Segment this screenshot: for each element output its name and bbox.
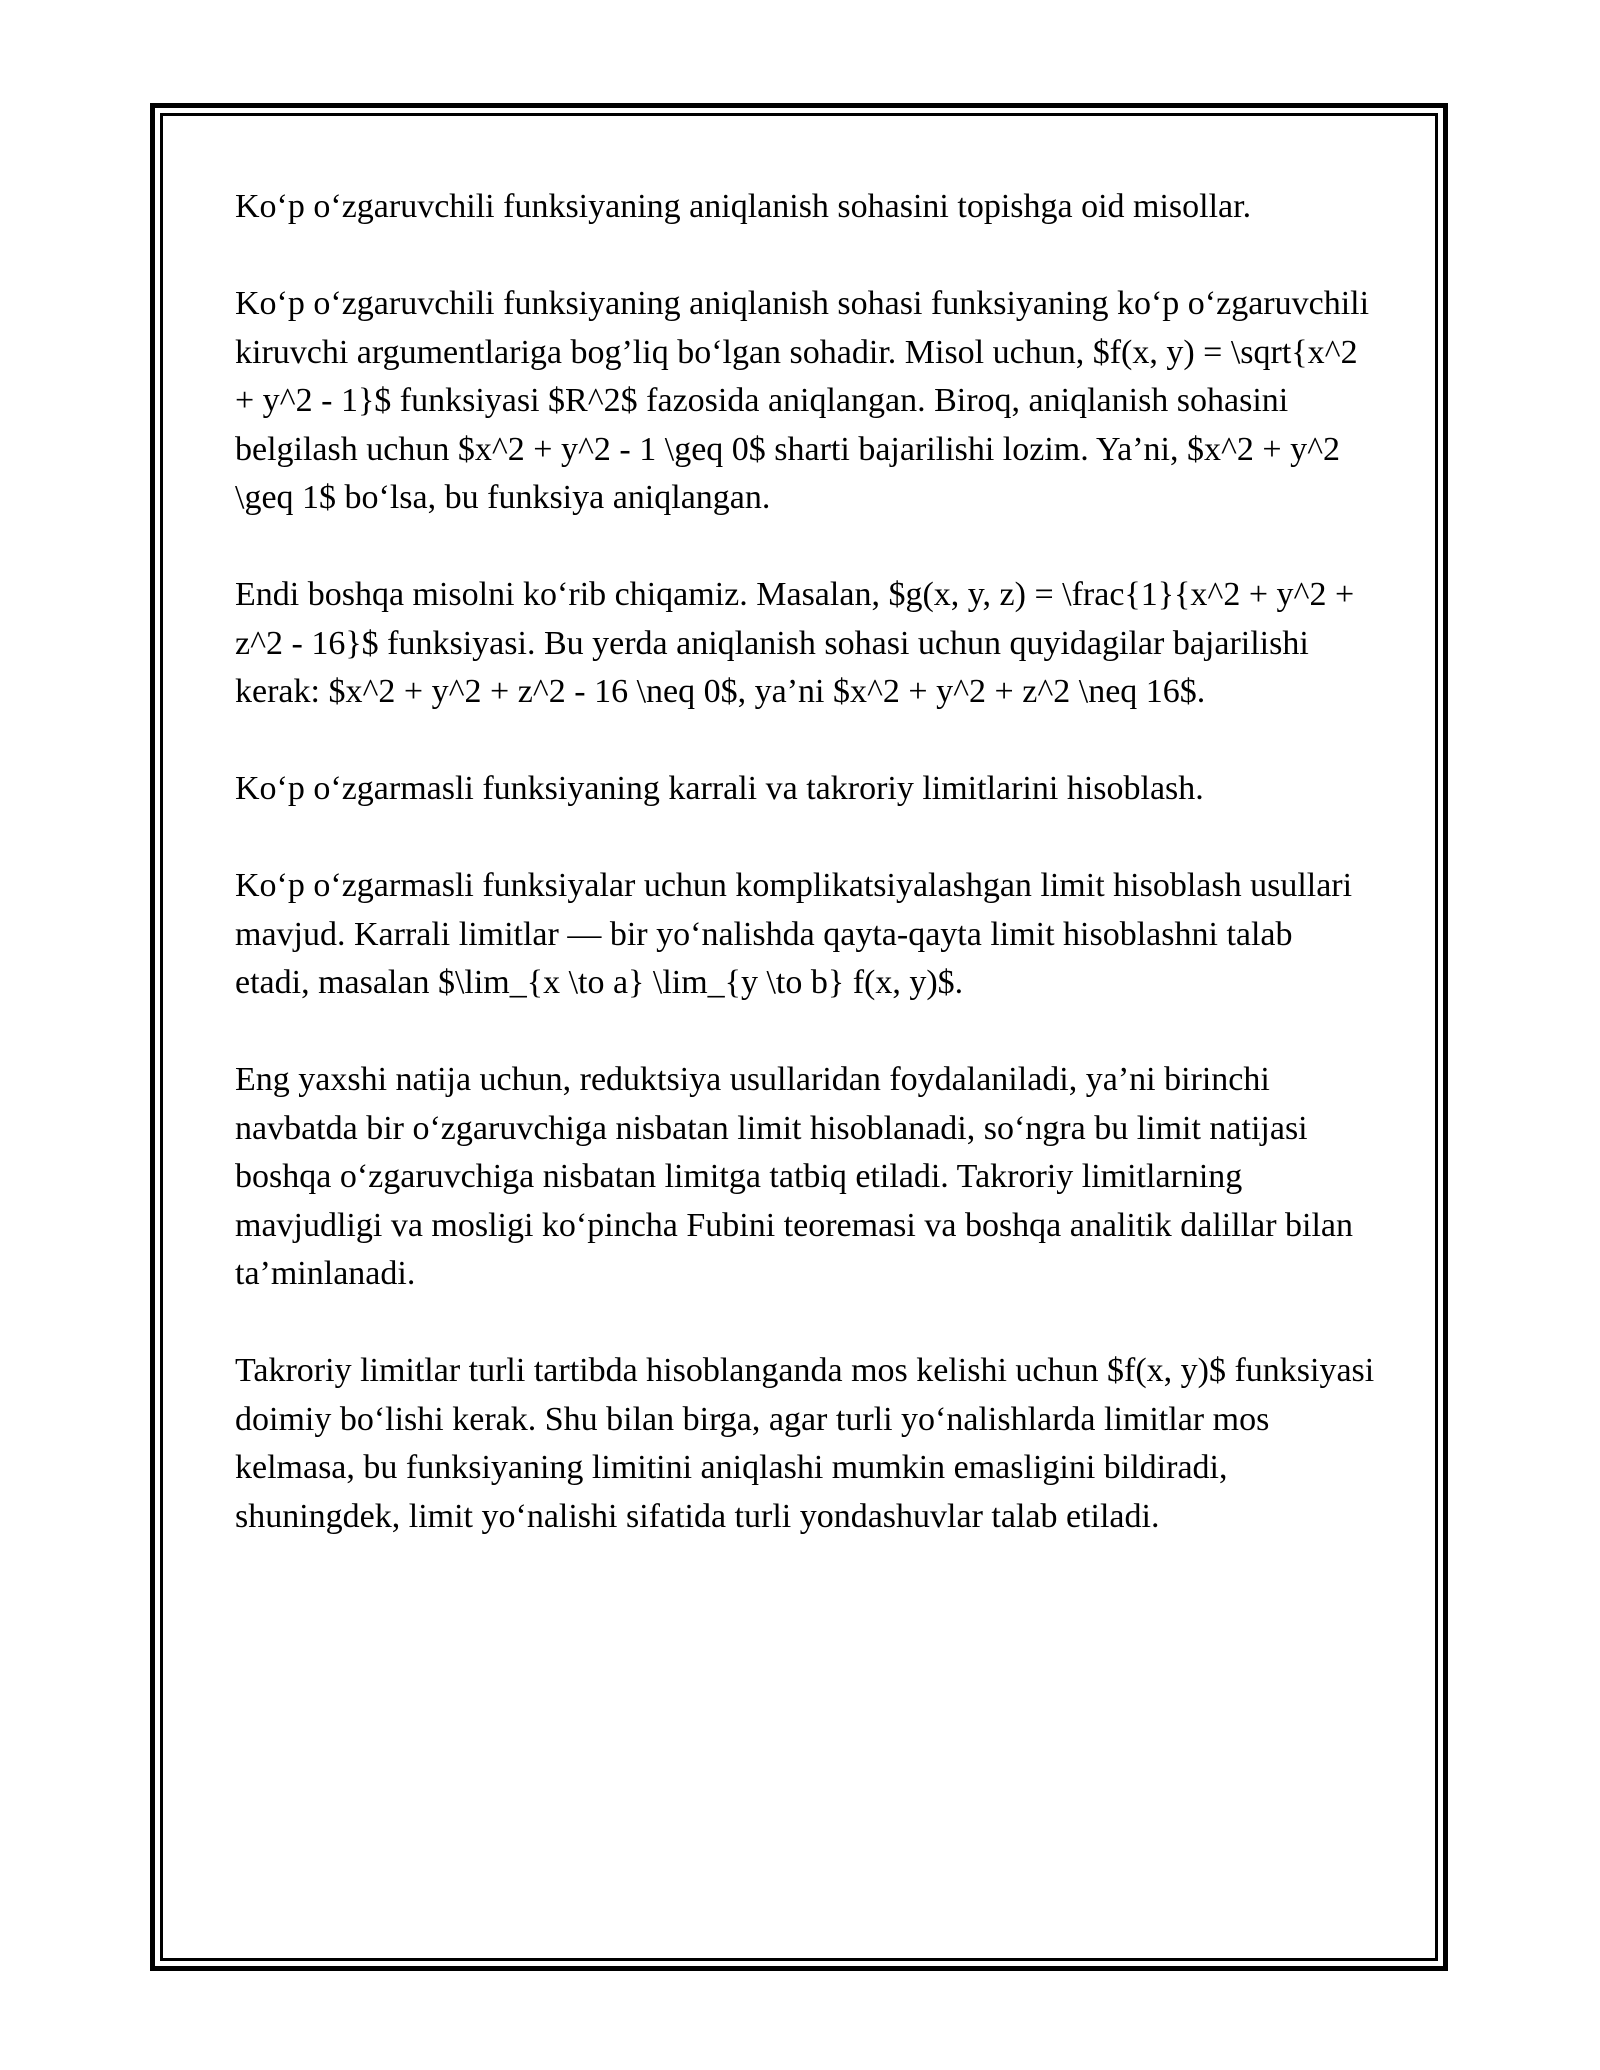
paragraph-heading-limits: Ko‘p o‘zgarmasli funksiyaning karrali va takroriy limitlarini hisoblash. — [235, 770, 1204, 807]
paragraph-iterated-limits: Takroriy limitlar turli tartibda hisoblanganda mos kelishi uchun $f(x, y)$ funksiyasi doimiy bo‘lishi kerak. Shu bilan birga, agar turli yo‘nalishlarda limitlar mos kelmasa, bu funksiyaning limitini aniqlashi mumkin emasligini bildiradi, shuningdek, limit yo‘nalishi sifatida turli yondashuvlar talab etiladi. — [235, 1352, 1375, 1535]
paragraph-domain-definition: Ko‘p o‘zgaruvchili funksiyaning aniqlanish sohasi funksiyaning ko‘p o‘zgaruvchili kiruvchi argumentlariga bog’liq bo‘lgan sohadir. Misol uchun, $f(x, y) = \sqrt{x^2 + y^2 - 1}$ funksiyasi $R^2$ fazosida aniqlangan. Biroq, aniqlanish sohasini belgilash uchun $x^2 + y^2 - 1 \geq 0$ sharti bajarilishi lozim. Ya’ni, $x^2 + y^2 \geq 1$ bo‘lsa, bu funksiya aniqlangan. — [235, 285, 1370, 516]
paragraph-reduction-methods: Eng yaxshi natija uchun, reduktsiya usullaridan foydalaniladi, ya’ni birinchi navbatda bir o‘zgaruvchiga nisbatan limit hisoblanadi, so‘ngra bu limit natijasi boshqa o‘zgaruvchiga nisbatan limitga tatbiq etiladi. Takroriy limitlarning mavjudligi va mosligi ko‘pincha Fubini teoremasi va boshqa analitik dalillar bilan ta’minlanadi. — [235, 1061, 1353, 1292]
document-body — [235, 183, 1375, 1590]
paragraph-multiple-limits: Ko‘p o‘zgarmasli funksiyalar uchun komplikatsiyalashgan limit hisoblash usullari mavjud. Karrali limitlar — bir yo‘nalishda qayta-qayta limit hisoblashni talab etadi, masalan $\lim_{x \to a} \lim_{y \to b} f(x, y)$. — [235, 867, 1353, 1001]
paragraph-heading-domain: Ko‘p o‘zgaruvchili funksiyaning aniqlanish sohasini topishga oid misollar. — [235, 188, 1252, 225]
paragraph-domain-example: Endi boshqa misolni ko‘rib chiqamiz. Masalan, $g(x, y, z) = \frac{1}{x^2 + y^2 + z^2 - 16}$ funksiyasi. Bu yerda aniqlanish sohasi uchun quyidagilar bajarilishi kerak: $x^2 + y^2 + z^2 - 16 \neq 0$, ya’ni $x^2 + y^2 + z^2 \neq 16$. — [235, 576, 1355, 710]
